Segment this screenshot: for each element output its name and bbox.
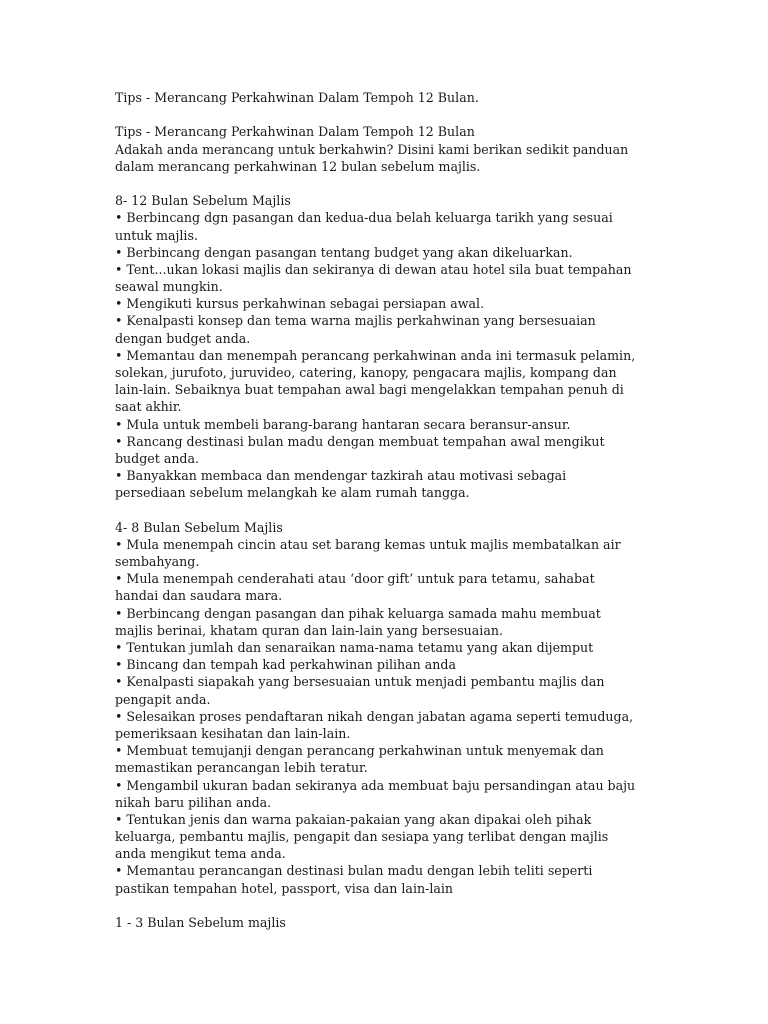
section-line: • Banyakkan membaca dan mendengar tazkirah atau motivasi sebagai: [115, 468, 567, 484]
section-line: • Selesaikan proses pendaftaran nikah dengan jabatan agama seperti temuduga,: [115, 708, 634, 724]
section-line: memastikan perancangan lebih teratur.: [115, 760, 368, 776]
section-line: • Bincang dan tempah kad perkahwinan pilihan anda: [115, 657, 456, 673]
intro-block: [115, 123, 660, 175]
intro-line: Adakah anda merancang untuk berkahwin? Disini kami berikan sedikit panduan: [115, 141, 629, 157]
section-line: majlis berinai, khatam quran dan lain-lain yang bersesuaian.: [115, 622, 503, 638]
section-line: • Memantau dan menempah perancang perkahwinan anda ini termasuk pelamin,: [115, 347, 636, 363]
section-line: • Tentukan jumlah dan senaraikan nama-nama tetamu yang akan dijemput: [115, 640, 594, 655]
section-line: • Membuat temujanji dengan perancang perkahwinan untuk menyemak dan: [115, 743, 604, 759]
section-spacer: [115, 502, 660, 519]
section-heading: 4- 8 Bulan Sebelum Majlis: [115, 519, 283, 535]
intro-line: dalam merancang perkahwinan 12 bulan sebelum majlis.: [115, 158, 481, 174]
section-block: [115, 519, 660, 897]
section-line: • Mula untuk membeli barang-barang hantaran secara beransur-ansur.: [115, 416, 571, 432]
section-line: • Berbincang dengan pasangan tentang budget yang akan dikeluarkan.: [115, 244, 573, 260]
section-line: dengan budget anda.: [115, 330, 251, 346]
section-line: keluarga, pembantu majlis, pengapit dan sesiapa yang terlibat dengan majlis: [115, 829, 609, 845]
section-heading: 1 - 3 Bulan Sebelum majlis: [115, 915, 286, 930]
section-line: • Rancang destinasi bulan madu dengan membuat tempahan awal mengikut: [115, 433, 605, 449]
section-heading: 8- 12 Bulan Sebelum Majlis: [115, 193, 291, 209]
section-line: • Berbincang dgn pasangan dan kedua-dua belah keluarga tarikh yang sesuai: [115, 210, 613, 226]
section-line: seawal mungkin.: [115, 279, 223, 295]
section-line: pemeriksaan kesihatan dan lain-lain.: [115, 725, 351, 741]
section-line: saat akhir.: [115, 399, 182, 415]
section-line: handai dan saudara mara.: [115, 588, 283, 604]
section-line: pastikan tempahan hotel, passport, visa dan lain-lain: [115, 880, 454, 896]
section-block: [115, 192, 660, 501]
document-body: [115, 89, 660, 931]
section-block: [115, 914, 660, 931]
section-line: pengapit anda.: [115, 691, 211, 707]
section-line: • Memantau perancangan destinasi bulan madu dengan lebih teliti seperti: [115, 863, 593, 879]
section-line: budget anda.: [115, 450, 200, 466]
sections-container: [115, 175, 660, 931]
section-line: lain-lain. Sebaiknya buat tempahan awal bagi mengelakkan tempahan penuh di: [115, 382, 624, 398]
intro-line: Tips - Merancang Perkahwinan Dalam Tempoh 12 Bulan: [115, 124, 475, 140]
document-title: Tips - Merancang Perkahwinan Dalam Tempoh 12 Bulan.: [115, 90, 479, 105]
section-line: anda mengikut tema anda.: [115, 846, 286, 862]
section-spacer: [115, 897, 660, 914]
section-line: • Kenalpasti konsep dan tema warna majlis perkahwinan yang bersesuaian: [115, 313, 596, 329]
section-line: • Berbincang dengan pasangan dan pihak keluarga samada mahu membuat: [115, 605, 601, 621]
section-line: sembahyang.: [115, 554, 200, 570]
section-line: • Tent...ukan lokasi majlis dan sekiranya di dewan atau hotel sila buat tempahan: [115, 261, 632, 277]
section-line: • Mengambil ukuran badan sekiranya ada membuat baju persandingan atau baju: [115, 777, 636, 793]
section-line: • Mengikuti kursus perkahwinan sebagai persiapan awal.: [115, 296, 485, 312]
section-line: solekan, jurufoto, juruvideo, catering, kanopy, pengacara majlis, kompang dan: [115, 365, 617, 380]
section-line: • Mula menempah cincin atau set barang kemas untuk majlis membatalkan air: [115, 536, 621, 552]
section-line: • Kenalpasti siapakah yang bersesuaian untuk menjadi pembantu majlis dan: [115, 674, 605, 690]
section-line: nikah baru pilihan anda.: [115, 794, 272, 810]
section-line: untuk majlis.: [115, 227, 198, 243]
section-spacer: [115, 175, 660, 192]
section-line: persediaan sebelum melangkah ke alam rumah tangga.: [115, 485, 470, 501]
section-line: • Tentukan jenis dan warna pakaian-pakaian yang akan dipakai oleh pihak: [115, 811, 592, 827]
section-line: • Mula menempah cenderahati atau ‘door gift’ untuk para tetamu, sahabat: [115, 571, 595, 587]
